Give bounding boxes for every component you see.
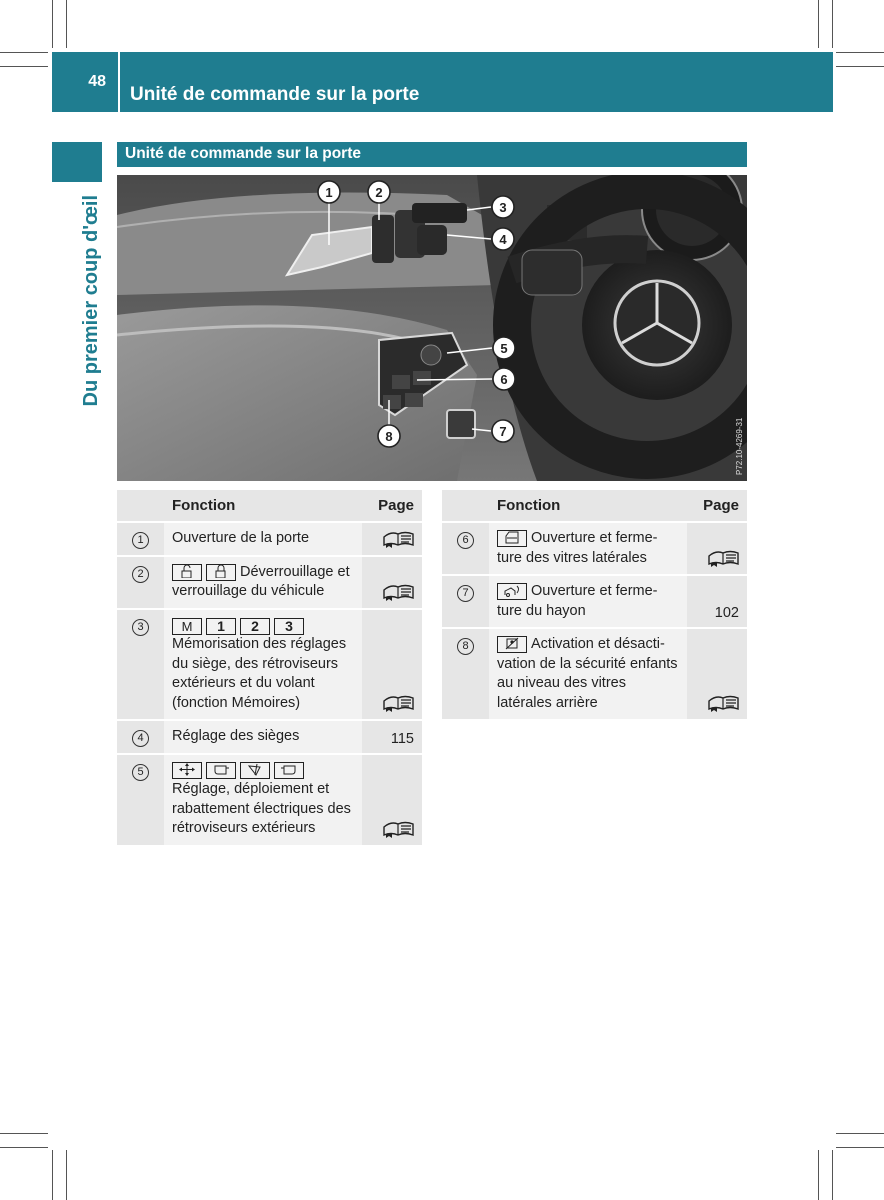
- mirror-adjust-icon: [172, 762, 202, 779]
- item-description: Réglage, déploiement et rabattement électriques des rétroviseurs extérieurs: [172, 781, 351, 836]
- item-description-line-2: ture du hayon: [497, 602, 586, 619]
- crop-mark: [52, 1150, 53, 1200]
- header-cell-empty: [442, 490, 489, 522]
- photo-code: P72.10-4269-31: [735, 417, 744, 475]
- item-number: 3: [132, 619, 149, 636]
- item-number: 8: [457, 638, 474, 655]
- book-icon: [708, 550, 739, 568]
- page-number: 48: [88, 73, 106, 90]
- header-page: Page: [362, 490, 422, 522]
- marker-label: 3: [499, 200, 507, 215]
- book-icon: [383, 584, 414, 602]
- marker-label: 2: [375, 185, 383, 200]
- header-page: Page: [687, 490, 747, 522]
- window-icon: [497, 530, 527, 547]
- chapter-label-text: Du premier coup d'œil: [80, 195, 102, 407]
- book-icon: [383, 531, 414, 549]
- memory-key-m: M: [172, 618, 202, 635]
- section-title: Unité de commande sur la porte: [117, 142, 747, 167]
- crop-mark: [836, 1133, 884, 1134]
- item-description: Déverrouillage et verrouillage du véhicule: [172, 563, 350, 599]
- crop-mark: [832, 1150, 833, 1200]
- function-table-right: [442, 490, 747, 721]
- header-divider: [118, 52, 120, 112]
- marker-label: 4: [499, 232, 507, 247]
- crop-mark: [0, 66, 48, 67]
- tailgate-icon: [497, 583, 527, 600]
- item-description: Ouverture de la porte: [164, 522, 362, 556]
- item-description-line-1: Ouverture et ferme-: [531, 530, 658, 546]
- marker-label: 5: [500, 341, 508, 356]
- crop-mark: [66, 0, 67, 48]
- table-row: [117, 609, 422, 721]
- header-function: Fonction: [489, 490, 687, 522]
- marker-label: 6: [500, 372, 508, 387]
- mirror-fold-icon: [240, 762, 270, 779]
- marker-label: 7: [499, 424, 507, 439]
- table-row: [117, 556, 422, 609]
- item-number: 2: [132, 566, 149, 583]
- mirror-left-icon: [206, 762, 236, 779]
- crop-mark: [832, 0, 833, 48]
- item-description-line-2: ture des vitres latérales: [497, 549, 647, 566]
- item-number: 4: [132, 730, 149, 747]
- table-row: [442, 575, 747, 628]
- table-row: [117, 522, 422, 556]
- crop-mark: [836, 52, 884, 53]
- crop-mark: [52, 0, 53, 48]
- item-description: Mémorisation des réglages du siège, des rétroviseurs extérieurs et du volant (fonction Mémoires): [172, 636, 347, 711]
- book-icon: [383, 821, 414, 839]
- crop-mark: [0, 52, 48, 53]
- table-row: [117, 754, 422, 846]
- unlock-icon: [172, 564, 202, 581]
- page-title: Unité de commande sur la porte: [130, 84, 420, 105]
- item-description-line-2: vation de la sécurité enfants au niveau des vitres latérales arrière: [497, 655, 678, 711]
- table-row: [442, 522, 747, 575]
- item-number: 6: [457, 532, 474, 549]
- page-reference: 115: [362, 720, 422, 754]
- crop-mark: [818, 0, 819, 48]
- book-icon: [708, 695, 739, 713]
- header-function: Fonction: [164, 490, 362, 522]
- crop-mark: [0, 1133, 48, 1134]
- table-row: [442, 628, 747, 720]
- table-row: [117, 720, 422, 754]
- door-control-photo: [117, 175, 747, 481]
- door-control-illustration: [117, 175, 747, 481]
- header-cell-empty: [117, 490, 164, 522]
- item-number: 7: [457, 585, 474, 602]
- crop-mark: [836, 66, 884, 67]
- book-icon: [383, 695, 414, 713]
- item-number: 1: [132, 532, 149, 549]
- crop-mark: [0, 1147, 48, 1148]
- memory-key-1: 1: [206, 618, 236, 635]
- item-description-line-1: Activation et désacti-: [531, 636, 665, 652]
- marker-label: 1: [325, 185, 333, 200]
- page-reference: 102: [687, 575, 747, 628]
- memory-key-2: 2: [240, 618, 270, 635]
- crop-mark: [836, 1147, 884, 1148]
- page-header: [52, 52, 833, 112]
- crop-mark: [66, 1150, 67, 1200]
- memory-key-3: 3: [274, 618, 304, 635]
- lock-icon: [206, 564, 236, 581]
- mirror-right-icon: [274, 762, 304, 779]
- item-description-line-1: Ouverture et ferme-: [531, 583, 658, 599]
- item-number: 5: [132, 764, 149, 781]
- function-table-left: [117, 490, 422, 847]
- item-description: Réglage des sièges: [164, 720, 362, 754]
- child-lock-icon: [497, 636, 527, 653]
- chapter-tab: [52, 142, 102, 182]
- marker-label: 8: [385, 429, 393, 444]
- crop-mark: [818, 1150, 819, 1200]
